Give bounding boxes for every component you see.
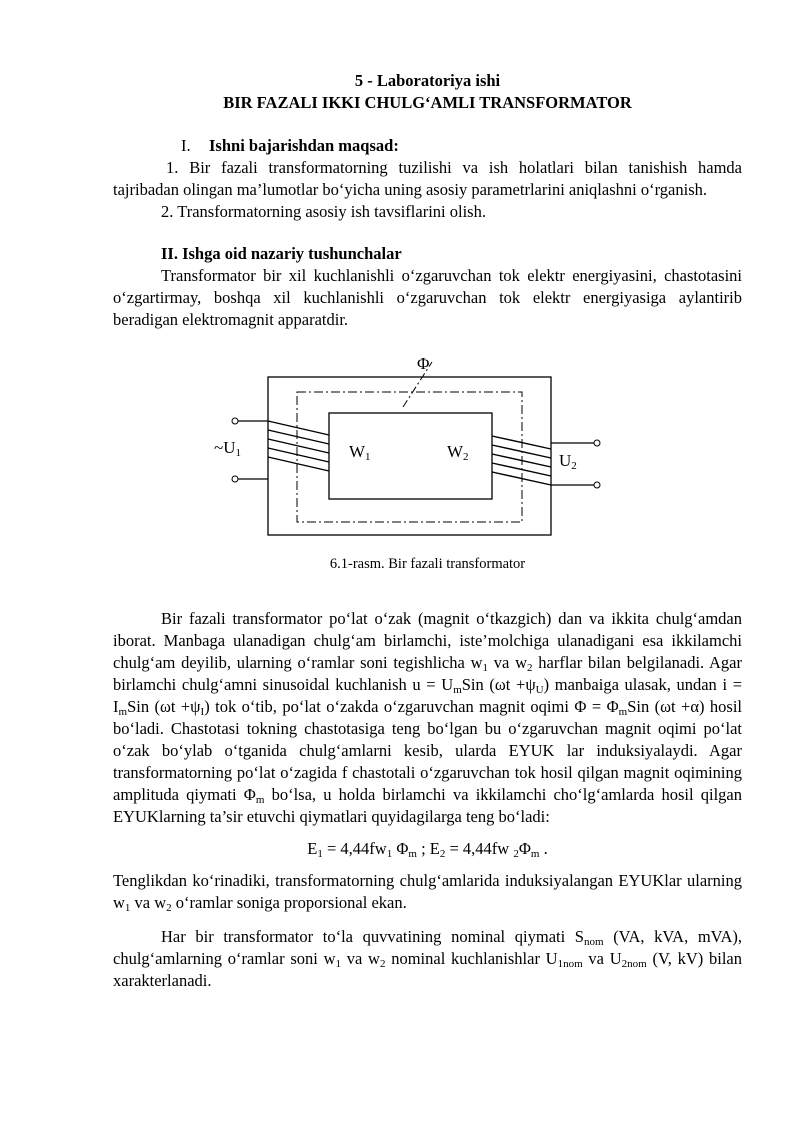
u1-terminal-top xyxy=(232,418,238,424)
u1-terminal-bottom xyxy=(232,476,238,482)
paragraph-nominal-values: Har bir transformator to‘la quvvatining nominal qiymati $S_{nom}$ (VA, kVA, mVA), chulg‘amlarning o‘ramlar soni $w_1$ va $w_2$ nominal kuchlanishlar $U_{1nom}$ va $U_{2nom}$ (V, kV) bilan xarakterlanadi. xyxy=(113,927,743,990)
goal-item-2: 2. Transformatorning asosiy ish tavsiflarini olish. xyxy=(161,202,486,221)
u2-terminal-bottom xyxy=(594,482,600,488)
w1-turn xyxy=(268,421,329,435)
section-2-intro: Transformator bir xil kuchlanishli o‘zgaruvchan tok elektr energiyasini, chastotasini o‘zgartirmay, boshqa xil kuchlanishli o‘zgaruvchan tok elektr energiyasiga aylantirib beradigan elektromagnit apparatdir. xyxy=(113,266,742,329)
document-page xyxy=(113,70,742,992)
goal-item-1: 1. Bir fazali transformatorning tuzilishi va ish holatlari bilan tanishish hamda tajribadan olingan ma’lumotlar bo‘yicha uning asosiy parametrlarini aniqlashni o‘rganish. xyxy=(113,158,742,199)
section-1-heading xyxy=(113,135,742,157)
figure-caption: 6.1-rasm. Bir fazali transformator xyxy=(329,556,526,572)
document-title: BIR FAZALI IKKI CHULG‘AMLI TRANSFORMATOR xyxy=(223,93,632,112)
w1-turn xyxy=(268,439,329,453)
w1-label: W1 xyxy=(349,442,371,463)
lab-number: 5 - Laboratoriya ishi xyxy=(354,71,501,90)
w2-label: W2 xyxy=(447,442,469,463)
section-1-roman: I. xyxy=(181,136,191,155)
w1-turn xyxy=(268,457,329,471)
emf-formula: $E_1 = 4,44fw_1$ $\Phi_m$ ; $E_2 = 4,44fw$ $_2\Phi_m$ . xyxy=(307,839,548,860)
u2-terminal-top xyxy=(594,440,600,446)
w1-turn xyxy=(268,448,329,462)
paragraph-transformer-structure: Bir fazali transformator po‘lat o‘zak (magnit o‘tkazgich) dan va ikkita chulg‘amdan iborat. Manbaga ulanadigan chulg‘am birlamchi, iste’molchiga ulanadigani esa ikkilamchi chulg‘am deyilib, ularning o‘ramlar soni tegishlicha $w_1$ va $w_2$ harflar bilan belgilanadi. Agar birlamchi chulg‘amni sinusoidal kuchlanish $u = U_mSin$ $(\omega t +\psi_U)$ manbaiga ulasak, undan $i = I_mSin$ $(\omega t +\psi_I)$ tok o‘tib, po‘lat o‘zakda o‘zgaruvchan magnit oqimi $\Phi = \Phi_mSin$ (ωt +α) hosil bo‘ladi. Chastotasi tokning chastotasiga teng bo‘lgan bu o‘zgaruvchan magnit oqimi po‘lat o‘zak bo‘ylab o‘tganida chulg‘amlarni kesib, ularda EYUK lar induksiyalaydi. Agar transformatorning po‘lat o‘zagida f chastotali o‘zgaruvchan tok hosil qilgan magnit oqimining amplituda qiymati $\Phi_m$ bo‘lsa, u holda birlamchi va ikkilamchi cho‘lg‘amlarda hosil qilgan EYUKlarning ta’sir etuvchi qiymatlari quyidagilarga teng bo‘ladi: xyxy=(113,609,743,826)
flux-label: Φ xyxy=(417,354,430,373)
u2-label: U2 xyxy=(559,451,577,472)
body-text xyxy=(113,608,742,992)
section-1-title: Ishni bajarishdan maqsad: xyxy=(209,136,399,155)
w1-turn xyxy=(268,430,329,444)
paragraph-emf-proportional: Tenglikdan ko‘rinadiki, transformatorning chulg‘amlarida induksiyalangan EYUKlar ularning $w_1$ va $w_2$ o‘ramlar soniga proporsional ekan. xyxy=(113,871,742,914)
transformer-diagram xyxy=(113,343,742,543)
transformer-figure xyxy=(113,343,742,571)
flux-path xyxy=(297,392,522,522)
u1-label: ~U1 xyxy=(214,438,241,459)
section-2-heading: II. Ishga oid nazariy tushunchalar xyxy=(161,244,402,263)
core-outer xyxy=(268,377,551,535)
